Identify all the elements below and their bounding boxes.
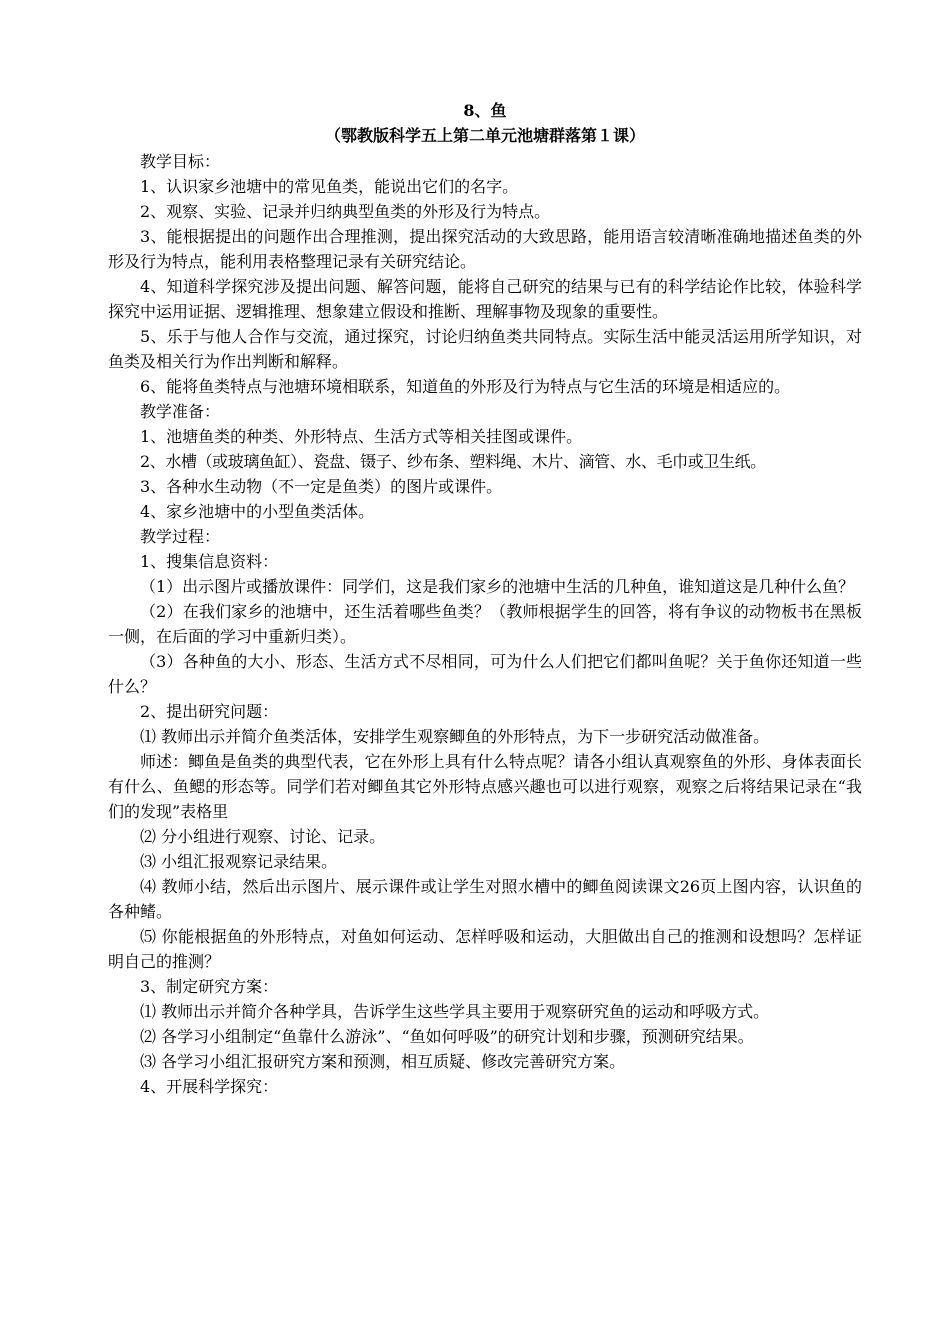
process-item: ⑸ 你能根据鱼的外形特点，对鱼如何运动、怎样呼吸和运动，大胆做出自己的推测和设想吗？怎样证明自己的推测？ xyxy=(108,927,862,971)
process-item: ⑶ 各学习小组汇报研究方案和预测，相互质疑、修改完善研究方案。 xyxy=(140,1052,626,1071)
preparation-item: 4、家乡池塘中的小型鱼类活体。 xyxy=(140,502,375,521)
objective-item: 6、能将鱼类特点与池塘环境相联系，知道鱼的外形及行为特点与它生活的环境是相适应的。 xyxy=(140,377,791,396)
process-item: （1）出示图片或播放课件：同学们，这是我们家乡的池塘中生活的几种鱼，谁知道这是几种什么鱼？ xyxy=(140,577,855,596)
document-subtitle: （鄂教版科学五上第二单元池塘群落第１课） xyxy=(324,126,645,145)
process-item: ⑶ 小组汇报观察记录结果。 xyxy=(140,852,338,871)
process-step-heading: 4、开展科学探究： xyxy=(140,1077,279,1096)
objective-item: 5、乐于与他人合作与交流，通过探究，讨论归纳鱼类共同特点。实际生活中能灵活运用所学知识，对鱼类及相关行为作出判断和解释。 xyxy=(108,327,862,371)
objective-item: 4、知道科学探究涉及提出问题、解答问题，能将自己研究的结果与已有的科学结论作比较，体验科学探究中运用证据、逻辑推理、想象建立假设和推断、理解事物及现象的重要性。 xyxy=(108,277,862,321)
preparation-item: 1、池塘鱼类的种类、外形特点、生活方式等相关挂图或课件。 xyxy=(140,427,583,446)
document-body xyxy=(108,149,862,1099)
process-item: （2）在我们家乡的池塘中，还生活着哪些鱼类？（教师根据学生的回答，将有争议的动物板书在黑板一侧，在后面的学习中重新归类）。 xyxy=(108,602,862,646)
process-item: ⑷ 教师小结，然后出示图片、展示课件或让学生对照水槽中的鲫鱼阅读课文26页上图内容，认识鱼的各种鳍。 xyxy=(108,877,862,921)
objective-item: 2、观察、实验、记录并归纳典型鱼类的外形及行为特点。 xyxy=(140,202,551,221)
objective-item: 1、认识家乡池塘中的常见鱼类，能说出它们的名字。 xyxy=(140,177,519,196)
process-item: ⑵ 分小组进行观察、讨论、记录。 xyxy=(140,827,386,846)
objective-item: 3、能根据提出的问题作出合理推测，提出探究活动的大致思路，能用语言较清晰准确地描述鱼类的外形及行为特点，能利用表格整理记录有关研究结论。 xyxy=(108,227,862,271)
process-step-heading: 2、提出研究问题： xyxy=(140,702,279,721)
process-item: ⑴ 教师出示并简介各种学具，告诉学生这些学具主要用于观察研究鱼的运动和呼吸方式。 xyxy=(140,1002,770,1021)
process-step-heading: 3、制定研究方案： xyxy=(140,977,279,996)
process-step-heading: 1、搜集信息资料： xyxy=(140,552,279,571)
document-title: 8、鱼 xyxy=(463,101,507,120)
process-item: ⑵ 各学习小组制定“鱼靠什么游泳”、“鱼如何呼吸”的研究计划和步骤，预测研究结果。 xyxy=(140,1027,754,1046)
process-item: （3）各种鱼的大小、形态、生活方式不尽相同，可为什么人们把它们都叫鱼呢？关于鱼你还知道一些什么？ xyxy=(108,652,862,696)
section-heading-objectives: 教学目标： xyxy=(140,152,221,171)
section-heading-preparation: 教学准备： xyxy=(140,402,221,421)
preparation-item: 2、水槽（或玻璃鱼缸）、瓷盘、镊子、纱布条、塑料绳、木片、滴管、水、毛巾或卫生纸。 xyxy=(140,452,766,471)
process-item: ⑴ 教师出示并简介鱼类活体，安排学生观察鲫鱼的外形特点，为下一步研究活动做准备。 xyxy=(140,727,770,746)
section-heading-process: 教学过程： xyxy=(140,527,221,546)
preparation-item: 3、各种水生动物（不一定是鱼类）的图片或课件。 xyxy=(140,477,503,496)
process-item: 师述：鲫鱼是鱼类的典型代表，它在外形上具有什么特点呢？请各小组认真观察鱼的外形、身体表面长有什么、鱼鳃的形态等。同学们若对鲫鱼其它外形特点感兴趣也可以进行观察，观察之后将结果记录在“我们的发现”表格里 xyxy=(108,752,862,821)
